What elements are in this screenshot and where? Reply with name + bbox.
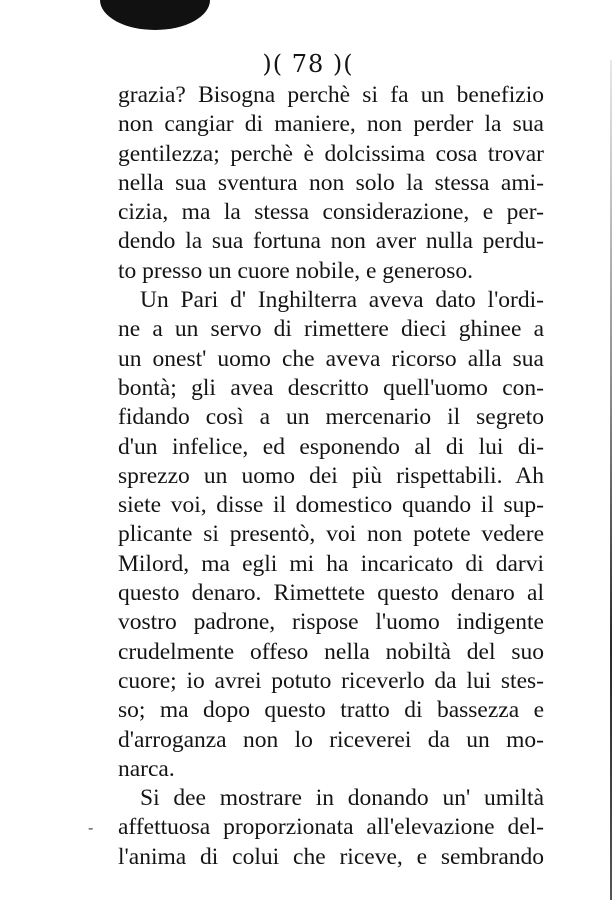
text-line: fidando così a un mercenario il segreto [118, 404, 544, 431]
text-line: dendo la sua fortuna non aver nulla perdu- [118, 228, 544, 255]
text-line: grazia? Bisogna perchè si fa un benefizio [118, 82, 544, 108]
text-line: siete voi, disse il domestico quando il sup- [118, 492, 544, 519]
text-line: plicante si presentò, voi non potete vedere [118, 521, 544, 548]
text-line: d'un infelice, ed esponendo al di lui di- [118, 433, 544, 460]
text-line: Si dee mostrare in donando un' umiltà [140, 785, 544, 812]
text-line: cizia, ma la stessa considerazione, e per- [118, 199, 544, 226]
margin-mark: - [88, 818, 94, 837]
text-line: sprezzo un uomo dei più rispettabili. Ah [118, 462, 544, 489]
page-number: )( 78 )( [262, 50, 354, 78]
text-line: nella sua sventura non solo la stessa ami- [118, 169, 544, 196]
text-line: un onest' uomo che aveva ricorso alla sua [118, 345, 544, 372]
text-line: to presso un cuore nobile, e generoso. [118, 257, 474, 284]
text-line: Milord, ma egli mi ha incaricato di darvi [118, 550, 544, 577]
text-line: l'anima di colui che riceve, e sembrando [118, 843, 544, 870]
page-edge-shadow [610, 60, 612, 900]
ink-blot [100, 0, 210, 30]
text-line: crudelmente offeso nella nobiltà del suo [118, 638, 544, 665]
text-line: bontà; gli avea descritto quell'uomo con- [118, 374, 544, 401]
text-line: d'arroganza non lo riceverei da un mo- [118, 726, 544, 753]
text-line: affettuosa proporzionata all'elevazione del- [118, 814, 544, 841]
text-line: non cangiar di maniere, non perder la sua [118, 111, 544, 138]
text-line: gentilezza; perchè è dolcissima cosa trovar [118, 140, 544, 167]
text-line: vostro padrone, rispose l'uomo indigente [118, 609, 544, 636]
text-line: questo denaro. Rimettete questo denaro al [118, 580, 544, 607]
text-line: narca. [118, 755, 175, 782]
text-line: ne a un servo di rimettere dieci ghinee a [118, 316, 544, 343]
text-line: cuore; io avrei potuto riceverlo da lui stes- [118, 667, 544, 694]
body-text [118, 81, 544, 872]
text-line: so; ma dopo questo tratto di bassezza e [118, 697, 544, 724]
text-line: Un Pari d' Inghilterra aveva dato l'ordi- [140, 287, 544, 314]
